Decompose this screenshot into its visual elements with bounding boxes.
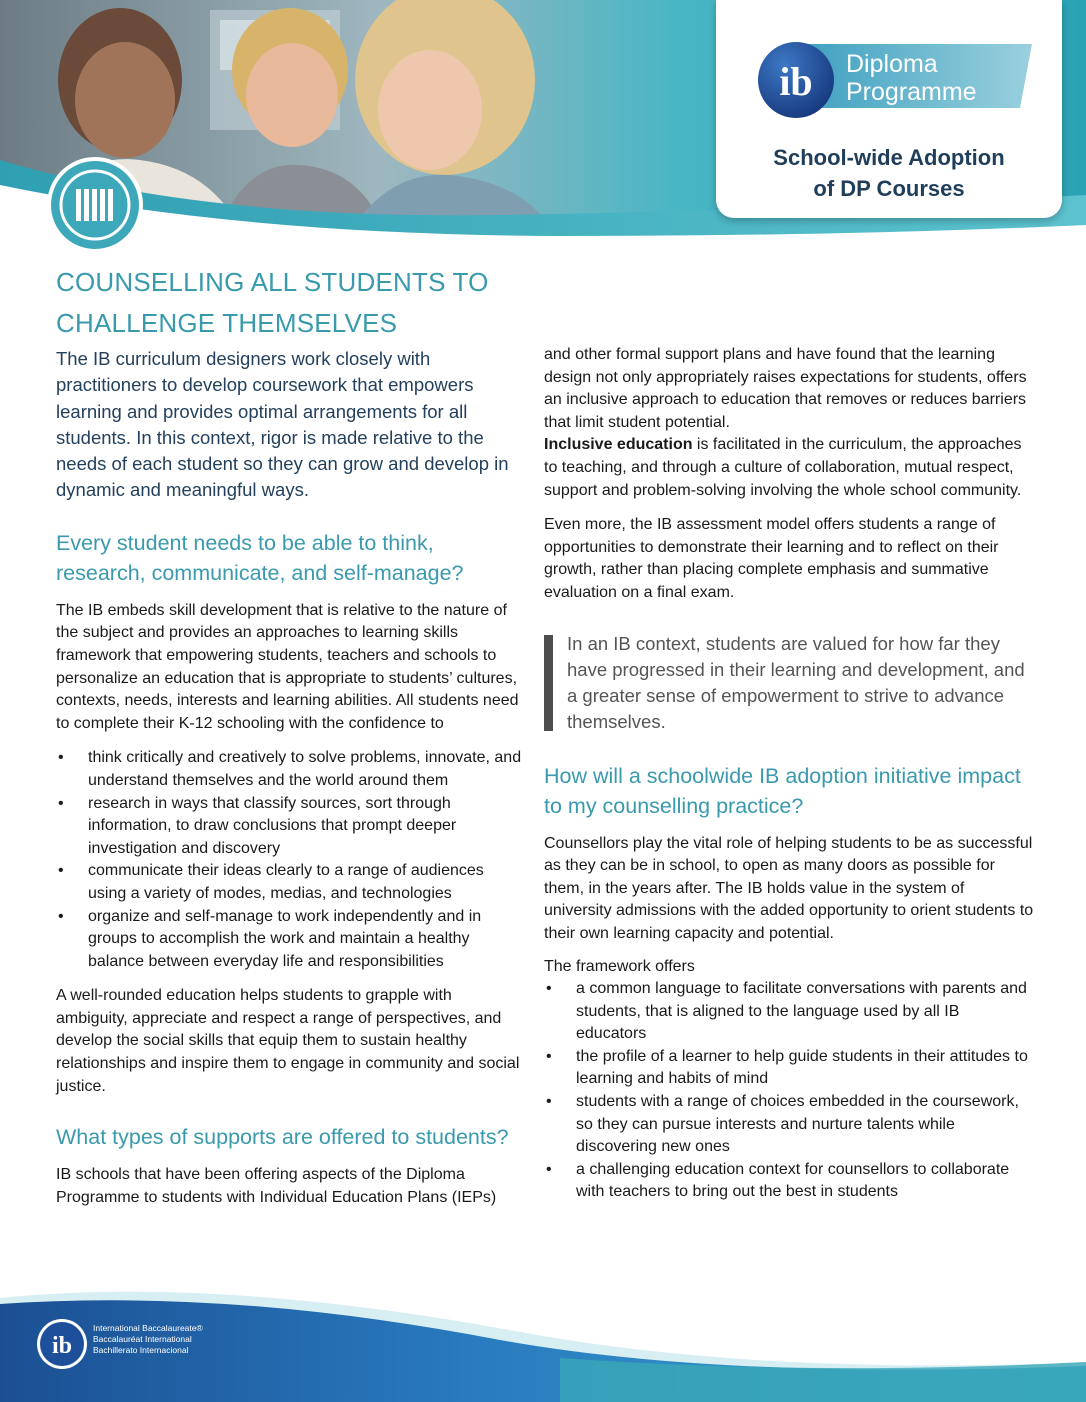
- document-title: [716, 142, 1062, 204]
- lead-paragraph: The IB curriculum designers work closely with practitioners to develop coursework that empowers learning and provides optimal arrangements for all students. In this context, rigor is made relative to the needs of each student so they can grow and develop in dynamic and meaningful ways.: [56, 348, 509, 501]
- list-item: • communicate their ideas clearly to a range of audiences using a variety of modes, medias, and technologies: [56, 860, 526, 905]
- section-heading-counselling: How will a schoolwide IB adoption initiative impact to my counselling practice?: [544, 763, 1021, 818]
- ib-footer-logo-mark: ib: [51, 1333, 73, 1359]
- inclusive-education-paragraph: [544, 434, 1034, 502]
- skills-paragraph: The IB embeds skill development that is relative to the nature of the subject and provides an approaches to learning skills framework that empowering students, teachers and schools to personalize an education that is appropriate to students’ cultures, contexts, needs, interests and learning abilities. All students need to complete their K-12 schooling with the confidence to: [56, 601, 519, 732]
- footer-org-spanish: Bachillerato Internacional: [93, 1345, 189, 1355]
- list-item: • think critically and creatively to solve problems, innovate, and understand themselves and the world around them: [56, 747, 526, 792]
- page-title: [56, 262, 526, 344]
- brand-line-1: Diploma: [846, 50, 938, 78]
- supports-paragraph-start: IB schools that have been offering aspects of the Diploma Programme to students with Individual Education Plans (IEPs): [56, 1166, 497, 1206]
- document-title-line-1: School-wide Adoption: [773, 145, 1005, 170]
- brand-line-2: Programme: [846, 78, 977, 106]
- list-item: • the profile of a learner to help guide students in their attitudes to learning and habits of mind: [544, 1046, 1034, 1091]
- list-item: • organize and self-manage to work independently and in groups to accomplish the work and maintain a healthy balance between everyday life and responsibilities: [56, 906, 526, 974]
- list-item: • a challenging education context for counsellors to collaborate with teachers to bring out the best in students: [544, 1159, 1034, 1204]
- left-column: [56, 262, 526, 1209]
- ib-footer-logo: [36, 1318, 88, 1370]
- footer-org-french: Baccalauréat International: [93, 1334, 192, 1344]
- footer-org-english: International Baccalaureate®: [93, 1323, 203, 1333]
- right-column: [544, 344, 1034, 1204]
- inclusive-education-term: Inclusive education: [544, 436, 693, 454]
- inclusive-education-text: is facilitated in the curriculum, the approaches to teaching, and through a culture of collaboration, mutual respect, support and problem-solving involving the whole school community.: [544, 436, 1022, 499]
- list-item: • students with a range of choices embedded in the coursework, so they can pursue interests and nurture talents while discovering new ones: [544, 1091, 1034, 1159]
- assessment-paragraph: Even more, the IB assessment model offers students a range of opportunities to demonstrate their learning and to reflect on their growth, rather than placing complete emphasis and summative evaluation on a final exam.: [544, 516, 999, 601]
- list-item: • research in ways that classify sources, sort through information, to draw conclusions that prompt deeper investigation and discovery: [56, 793, 526, 861]
- quote-bar: [544, 635, 553, 731]
- section-heading-skills: Every student needs to be able to think, research, communicate, and self-manage?: [56, 530, 464, 585]
- page-title-line-2: CHALLENGE THEMSELVES: [56, 308, 398, 338]
- ib-logo-mark: ib: [779, 59, 813, 104]
- skills-bullet-list: [56, 747, 526, 973]
- books-icon: [45, 155, 145, 255]
- document-title-line-2: of DP Courses: [813, 176, 965, 201]
- pull-quote: [544, 631, 1034, 735]
- list-item: • a common language to facilitate conversations with parents and students, that is aligned to the language used by all IB educators: [544, 978, 1034, 1046]
- counsellors-paragraph: Counsellors play the vital role of helping students to be as successful as they can be in school, to open as many doors as possible for them, in the years after. The IB holds value in the system of university admissions with the added opportunity to orient students to their own learning capacity and potential.: [544, 834, 1034, 942]
- supports-paragraph-continued: and other formal support plans and have found that the learning design not only appropriately raises expectations for students, offers an inclusive approach to education that removes or reduces barriers that limit student potential.: [544, 346, 1027, 431]
- section-heading-supports: What types of supports are offered to students?: [56, 1125, 509, 1150]
- framework-bullet-list: [544, 978, 1034, 1204]
- page-title-line-1: COUNSELLING ALL STUDENTS TO: [56, 267, 489, 297]
- pull-quote-text: In an IB context, students are valued for how far they have progressed in their learning and development, and a greater sense of empowerment to strive to advance themselves.: [567, 632, 1025, 732]
- well-rounded-paragraph: A well-rounded education helps students to grapple with ambiguity, appreciate and respect a range of perspectives, and develop the social skills that equip them to sustain healthy relationships and inspire them to engage in community and social justice.: [56, 987, 520, 1095]
- framework-intro: The framework offers: [544, 957, 695, 975]
